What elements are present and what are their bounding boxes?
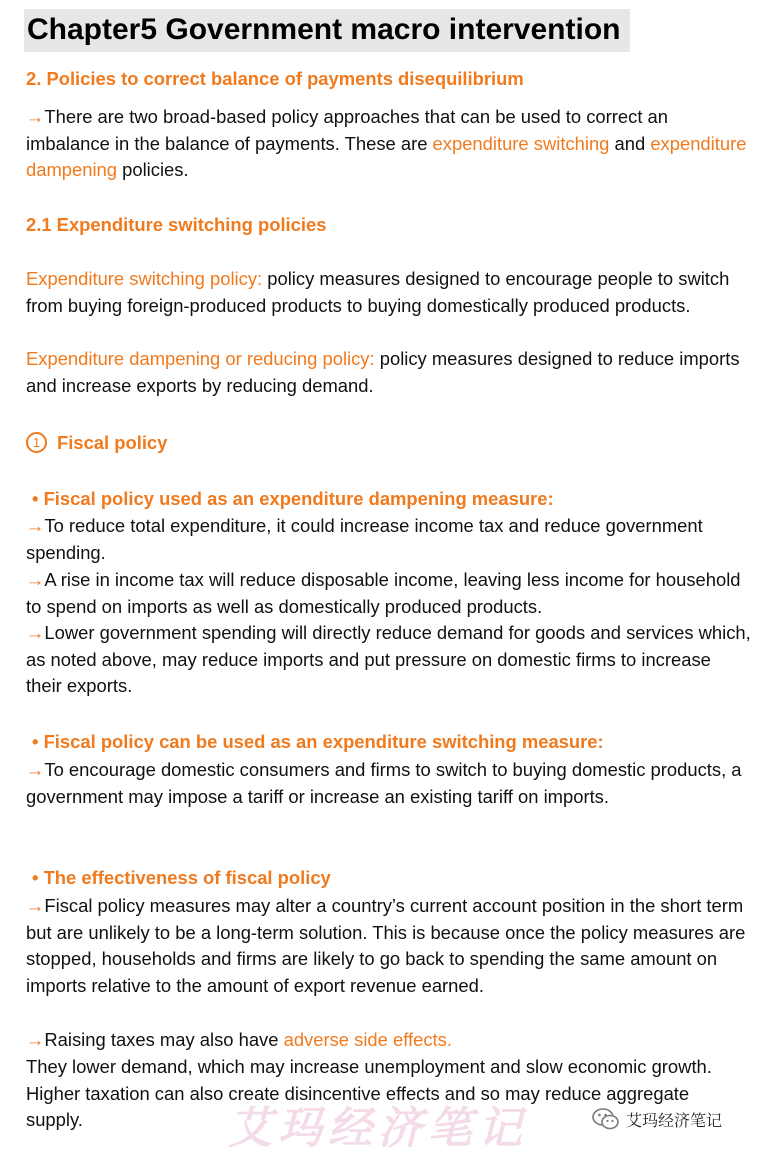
definition-dampening <box>26 346 751 399</box>
account-name: 艾玛经济笔记 <box>626 1112 723 1130</box>
bullet-heading-switching <box>32 729 757 756</box>
definition-term: Expenditure switching policy: <box>26 268 263 289</box>
arrow-icon: → <box>26 569 45 590</box>
bullet-heading-effectiveness <box>32 865 757 892</box>
bullet-heading-dampening <box>32 486 757 513</box>
bullet-heading-text: The effectiveness of fiscal policy <box>43 867 331 888</box>
paragraph <box>26 513 751 566</box>
paragraph <box>26 567 751 620</box>
watermark: 艾玛经济笔记 <box>228 1103 528 1154</box>
term-adverse-side-effects: adverse side effects. <box>283 1029 452 1050</box>
paragraph-text: They lower demand, which may increase unemployment and slow economic growth. Higher taxation can also create disincentive effects and so may reduce aggregate supply. <box>26 1056 712 1131</box>
section-2-intro <box>26 104 751 184</box>
arrow-icon: → <box>26 1029 45 1050</box>
paragraph <box>26 620 751 700</box>
circled-number-1: 1 <box>26 432 47 453</box>
section-2-1-heading: 2.1 Expenditure switching policies <box>26 214 327 235</box>
bullet-heading-text: Fiscal policy used as an expenditure dampening measure: <box>43 488 554 509</box>
section-2-heading: 2. Policies to correct balance of payments disequilibrium <box>26 68 524 89</box>
term-expenditure-dampening: expenditure dampening <box>26 132 747 181</box>
paragraph <box>26 1027 751 1054</box>
paragraph <box>26 757 751 810</box>
intro-text: There are two broad-based policy approaches that can be used to correct an imbalance in the balance of payments. These are <box>26 106 669 154</box>
bullet-icon: • <box>32 867 39 888</box>
arrow-icon: → <box>26 106 45 127</box>
definition-switching <box>26 266 751 319</box>
arrow-icon: → <box>26 895 45 916</box>
intro-text-end: policies. <box>117 159 189 181</box>
paragraph-text: Fiscal policy measures may alter a country’s current account position in the short term but are unlikely to be a long-term solution. This is because once the policy measures are stopped, households and firms are likely to go back to spending the same amount on imports relative to the amount of export revenue earned. <box>26 895 746 997</box>
definition-term: Expenditure dampening or reducing policy: <box>26 348 375 369</box>
arrow-icon: → <box>26 622 45 643</box>
paragraph-text: Lower government spending will directly reduce demand for goods and services which, as noted above, may reduce imports and put pressure on domestic firms to increase their exports. <box>26 622 751 697</box>
arrow-icon: → <box>26 515 45 536</box>
paragraph-text: Raising taxes may also have <box>44 1029 284 1050</box>
arrow-icon: → <box>26 759 45 780</box>
fiscal-policy-heading <box>26 430 751 457</box>
wechat-icon <box>592 1108 620 1130</box>
paragraph-text: To reduce total expenditure, it could increase income tax and reduce government spending. <box>26 515 703 563</box>
definition-text: policy measures designed to reduce imports and increase exports by reducing demand. <box>26 348 740 396</box>
fiscal-heading-text: Fiscal policy <box>57 432 168 453</box>
bullet-heading-text: Fiscal policy can be used as an expenditure switching measure: <box>43 731 604 752</box>
bullet-icon: • <box>32 488 39 509</box>
bullet-icon: • <box>32 731 39 752</box>
intro-and: and <box>609 132 651 154</box>
definition-text: policy measures designed to encourage people to switch from buying foreign-produced products to buying domestically produced products. <box>26 268 730 316</box>
page-title: Chapter5 Government macro intervention <box>27 13 621 46</box>
term-expenditure-switching: expenditure switching <box>432 132 610 154</box>
paragraph <box>26 893 751 1000</box>
account-badge[interactable] <box>592 1106 722 1132</box>
paragraph-text: A rise in income tax will reduce disposable income, leaving less income for household to spend on imports as well as domestically produced products. <box>26 569 741 617</box>
paragraph-text: To encourage domestic consumers and firms to switch to buying domestic products, a government may impose a tariff or increase an existing tariff on imports. <box>26 759 742 807</box>
